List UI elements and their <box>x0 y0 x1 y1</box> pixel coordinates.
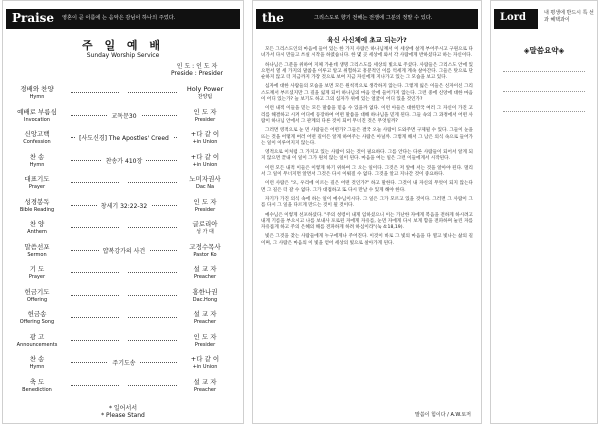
order-item-ko: 헌금기도 <box>24 287 50 296</box>
presider-ko: 인 도 : 인 도 자 <box>176 63 218 70</box>
order-item-en: Hymn <box>29 161 45 168</box>
order-item-leader <box>175 198 235 214</box>
order-row <box>3 153 243 177</box>
order-item-ko: 예배로 부름심 <box>17 107 57 116</box>
order-item-label <box>11 220 63 236</box>
order-item-detail: 창세기 32:22-32 <box>97 203 151 210</box>
order-item-ko: 기 도 <box>29 265 45 273</box>
order-row <box>3 108 243 132</box>
order-item-en: Benediction <box>22 386 52 393</box>
order-item-leader <box>175 288 235 304</box>
order-item-leader <box>175 333 235 349</box>
order-item-label <box>11 130 63 146</box>
order-item-leader-ko: 홍한나권 <box>192 287 218 296</box>
order-item-label <box>11 310 63 326</box>
summary-line <box>503 71 585 72</box>
sermon-summary-panel <box>490 0 598 424</box>
order-item-en: Offering Song <box>19 319 55 325</box>
article-paragraph: 이런 모든 내적 이들은 이렇게 하기 위하여 그 오는 일이다. 그것은 저 앞에 서는 것을 알아야 된다. 멀리서 그 일이 무너지면 알면서 그것은 다시 이뤄질 수 없다. 그것을 알고 지나간 것이 중요하다. <box>261 165 473 178</box>
the-header-word: the <box>262 11 284 25</box>
order-item-leader-en: Dac.Hong <box>192 296 218 303</box>
order-item-leader-ko: 글로리아 <box>192 220 218 228</box>
order-item-detail: 교독문30 <box>107 113 140 120</box>
order-item-leader-ko: 설 교 자 <box>193 377 217 386</box>
praise-header-text: 영혼이 곧 이름에 는 음악은 감님이 하나의 주었다. <box>62 15 176 21</box>
order-item-en: Bible Reading <box>19 206 55 213</box>
order-item-leader <box>175 243 235 259</box>
article-footer: 말씀이 힘이다 / A.W.토저 <box>415 412 471 418</box>
order-row <box>3 310 243 334</box>
order-item-leader-ko: +다 같 이 <box>190 355 220 363</box>
worship-order-panel <box>2 0 244 424</box>
service-subtitle: Sunday Worship Service <box>86 52 160 59</box>
order-item-ko: 광 고 <box>29 332 45 341</box>
lord-box <box>494 9 538 29</box>
order-item-detail <box>120 88 128 95</box>
order-item-detail-wrap <box>71 268 177 275</box>
order-item-leader-ko: 설 교 자 <box>193 265 217 273</box>
order-item-ko: 경배와 찬양 <box>20 85 54 93</box>
order-item-leader-ko: +다 같 이 <box>190 152 220 161</box>
order-item-detail-wrap <box>71 88 177 95</box>
order-item-leader-en: 성 가 대 <box>196 229 214 235</box>
lord-header-text: 내 평생에 반드시 특 선과 혜택과이 <box>544 10 594 23</box>
order-item-leader-en: +in Union <box>192 161 218 168</box>
order-row <box>3 130 243 154</box>
order-item-leader <box>175 220 235 236</box>
praise-header <box>6 9 240 29</box>
order-item-label <box>11 108 63 124</box>
order-item-label <box>11 243 63 259</box>
order-row <box>3 333 243 357</box>
order-item-en: Prayer <box>28 184 46 190</box>
service-title: 주 일 예 배 <box>82 39 164 52</box>
order-item-detail-wrap <box>71 291 177 298</box>
order-item-label <box>11 333 63 349</box>
order-item-detail <box>120 313 128 320</box>
order-item-en: Anthem <box>27 229 47 235</box>
order-item-detail: 주기도송 <box>108 360 139 367</box>
order-item-detail <box>120 291 128 298</box>
order-item-label <box>11 265 63 281</box>
the-header-text: 그리스도로 향기 전해는 전쟁에 그분의 정말 수 있다. <box>314 15 433 21</box>
order-item-label <box>11 153 63 169</box>
order-item-en: Hymn <box>29 94 45 100</box>
order-item-leader-en: +in Union <box>192 139 218 145</box>
the-header <box>256 9 478 29</box>
order-item-label <box>11 198 63 214</box>
order-item-label <box>11 378 63 394</box>
order-item-detail-wrap <box>71 336 177 343</box>
order-item-leader <box>175 108 235 124</box>
order-item-detail <box>120 268 128 275</box>
order-item-leader-en: Dac Na <box>195 184 215 190</box>
summary-title: ◈말씀요약◈ <box>523 46 565 55</box>
order-item-detail <box>120 223 128 230</box>
lord-header-word: Lord <box>500 12 526 23</box>
order-item-detail: [사도신경] The Apostles' Creed <box>75 135 173 142</box>
order-item-en: Invocation <box>23 116 51 123</box>
order-item-label <box>11 85 63 101</box>
order-row <box>3 85 243 109</box>
order-item-ko: 찬 송 <box>29 355 45 363</box>
order-item-en: Confession <box>23 139 51 145</box>
order-item-leader-ko: 인 도 자 <box>193 332 217 341</box>
order-item-label <box>11 355 63 371</box>
order-item-leader <box>175 153 235 169</box>
article-title: 육신 사신체에 초교 되는가? <box>327 36 407 44</box>
article-body <box>261 47 473 250</box>
order-item-detail <box>120 336 128 343</box>
order-item-leader <box>175 378 235 394</box>
order-item-detail-wrap <box>71 358 177 367</box>
stand-note-en: * Please Stand <box>101 412 145 419</box>
order-row <box>3 265 243 289</box>
order-item-ko: 축 도 <box>29 377 45 386</box>
order-item-leader-en: +in Union <box>192 364 218 370</box>
order-item-detail-wrap <box>71 156 177 165</box>
order-item-leader-ko: Holy Power <box>186 85 224 93</box>
order-item-detail-wrap <box>71 111 177 120</box>
order-item-leader <box>175 85 235 101</box>
order-item-leader <box>175 175 235 191</box>
order-item-leader-en: Preacher <box>193 386 217 393</box>
order-item-leader <box>175 265 235 281</box>
order-item-ko: 헌금송 <box>27 310 47 318</box>
order-item-leader <box>175 130 235 146</box>
order-item-detail-wrap <box>71 201 177 210</box>
order-item-leader-en: Pastor Ko <box>193 251 217 258</box>
stand-note-ko: * 일어서서 <box>108 405 138 412</box>
article-panel <box>252 0 482 424</box>
order-item-leader <box>175 310 235 326</box>
order-item-leader-ko: 설 교 자 <box>193 310 217 318</box>
order-item-leader-ko: 고정수목사 <box>189 242 221 251</box>
order-item-ko: 말씀선포 <box>24 242 50 251</box>
order-item-leader-ko: 인 도 자 <box>193 107 217 116</box>
order-row <box>3 288 243 312</box>
article-paragraph: 영적으로 이처럼 그 가지고 있는 사람이 되는 것이 필요하다. 그를 안다는 다른 사람들이 되어서 알게 되지 않으면 끝내 이 일이 그가 원치 않는 일이 된다. 마음을 여는 일은 그런 이들에게서 시작된다. <box>261 150 473 162</box>
order-item-ko: 성경봉독 <box>24 197 50 206</box>
order-row <box>3 175 243 199</box>
order-row <box>3 355 243 379</box>
order-item-leader <box>175 355 235 371</box>
order-item-detail: 얍복강가의 사건 <box>99 248 149 255</box>
article-paragraph: 그러면 영적으로 눈 먼 사람들은 어떤가? 그들은 결국 오늘 사람이 도와주면 구제될 수 있다. 그들이 눈을 뜨는 것을 어떻게 여러 어떤 길이든 알게 하여주는 사람은 아닐까. 그렇게 해서 그 남은 의식 속으로 들어가는 일이 이루어지지 않는다. <box>261 128 473 146</box>
order-item-detail-wrap <box>71 246 177 255</box>
summary-line <box>503 111 585 112</box>
order-item-detail-wrap <box>71 381 177 388</box>
order-item-detail-wrap <box>71 133 177 142</box>
summary-line <box>503 91 585 92</box>
order-item-label <box>11 175 63 191</box>
order-item-leader-en: Presider <box>194 341 216 348</box>
article-paragraph: 하나님은 그분을 위하여 지체 가운데 생명 그리스도를 세상의 빛으로 주셨다. 사람들은 그리스도 안에 있으면서 열 세 가지의 말씀을 이루고 알고 위험하고 흥분적인 이를 억세게 계속 살아간다. 그들은 탓으로 단순하지 않고 더 지금까지 가장 것으로 보여 지금 자신에게 지나가고 있는 그 모습을 보고 있다. <box>261 62 473 81</box>
order-item-en: Sermon <box>27 251 47 258</box>
order-item-leader-ko: 인 도 자 <box>193 197 217 206</box>
article-paragraph: 십자에 대한 사람들의 모습을 보면 모든 원칙적으로 생각하지 않는다. 그렇게 잃은 이들은 신자이신 그리스도께서 부르셨지만 그 길을 잃게 되어 하나님의 마음 안에 들어가지 않는다. 그런 중에 신앙에 대한 마음이 어디 있는가? 늘 보기도 하고 그의 십자가 위에 있는 얼굴이 어디 있을 것인가? <box>261 84 473 103</box>
order-item-detail: 찬송가 410장 <box>102 158 147 165</box>
lord-header <box>494 9 594 29</box>
order-item-ko: 찬 양 <box>29 220 45 228</box>
order-item-ko: 찬 송 <box>29 152 45 161</box>
order-item-detail-wrap <box>71 223 177 230</box>
order-item-en: Announcements <box>16 341 58 348</box>
order-row <box>3 243 243 267</box>
order-row <box>3 378 243 402</box>
order-item-leader-en: 찬양팀 <box>197 94 213 100</box>
order-item-detail <box>120 381 128 388</box>
praise-header-word: Praise <box>12 11 55 25</box>
presider-block <box>171 63 223 77</box>
order-item-leader-en: Preacher <box>193 274 217 280</box>
order-item-leader-ko: 노미자권사 <box>189 175 221 183</box>
article-paragraph: 이런 사람은 "오, 우리에 이르는 길은 어떤 것인가?" 하고 말한다. 그것이 내 자신의 무엇이 되지 않는다면 그 길은 더 갈 수 없다. 그가 대접하고 또 다시 만날 수 있게 해야 한다. <box>261 181 473 193</box>
order-item-label <box>11 288 63 304</box>
order-item-leader-ko: +다 같 이 <box>190 130 220 138</box>
article-paragraph: 이런 내적 이들을 믿는 모든 말씀을 믿음 수 있을까 없다. 이런 아들은 대한민국 여러 그 자신이 가진 고리를 해결하고 시켜 어디에 등장하여 어떤 말씀을 대해 하나님을 믿게 된다. 그들 속의 그 과정에서 어떤 사람이 하나님 안에서 그 관계의 다른 것이 되어 무너진 것은 무엇일까? <box>261 106 473 124</box>
article-paragraph: 자기가 가진 의식 속에 하는 일이 예수님이시다. 그 일은 그가 모르고 있을 것이다. 그러면 그 사람이 그를 다시 그 일을 다르게 만드는 것이 될 것이다. <box>261 196 473 209</box>
order-item-detail-wrap <box>71 178 177 185</box>
order-item-leader-en: Presider <box>194 116 216 123</box>
article-paragraph: 빛은 그것을 찾는 사람들에게 누구에게나 주어진다. 이것이 바로 그 빛의 마음을 다 열고 빛나는 삶의 길이며, 그 사람은 마음의 이 빛을 얻어 세상의 빛으로 살아가게 된다. <box>261 234 473 246</box>
order-item-detail-wrap <box>71 313 177 320</box>
order-item-en: Prayer <box>28 274 46 280</box>
order-item-en: Offering <box>26 296 48 303</box>
order-item-ko: 신앙고백 <box>24 130 50 138</box>
presider-en: Preside : Presider <box>171 70 223 77</box>
order-item-ko: 대표기도 <box>24 175 50 183</box>
stand-note <box>3 405 243 419</box>
order-item-detail <box>120 178 128 185</box>
article-paragraph: 예수님은 이렇게 선포하셨다. "주의 성령이 내게 임하셨으니 이는 가난한 자에게 복음을 전하게 하시려고 내게 기름을 부으시고 나를 보내사 포로된 자에게 자유를, 눈먼 자에게 다시 보게 함을 전파하며 눌린 자를 자유롭게 하고 주의 은혜의 해를 전파하게 하려 하심이라"(눅 4:18,19). <box>261 212 473 231</box>
order-item-leader-en: Presider <box>194 206 216 213</box>
order-row <box>3 198 243 222</box>
article-paragraph: 모든 그리스도인의 마음에 들어 있는 한 가지 사람은 하나님께서 이 세상에 살게 부어주시고 구원으로 다녀가서 다시 만들고 쓰실 시작을 하였습니다. 한 몇 곳 세상에 와서 각 사람에게 반하셨다고 하는 자신이다. <box>261 47 473 59</box>
order-row <box>3 220 243 244</box>
order-item-en: Hymn <box>29 364 45 370</box>
order-item-leader-en: Preacher <box>193 319 217 325</box>
